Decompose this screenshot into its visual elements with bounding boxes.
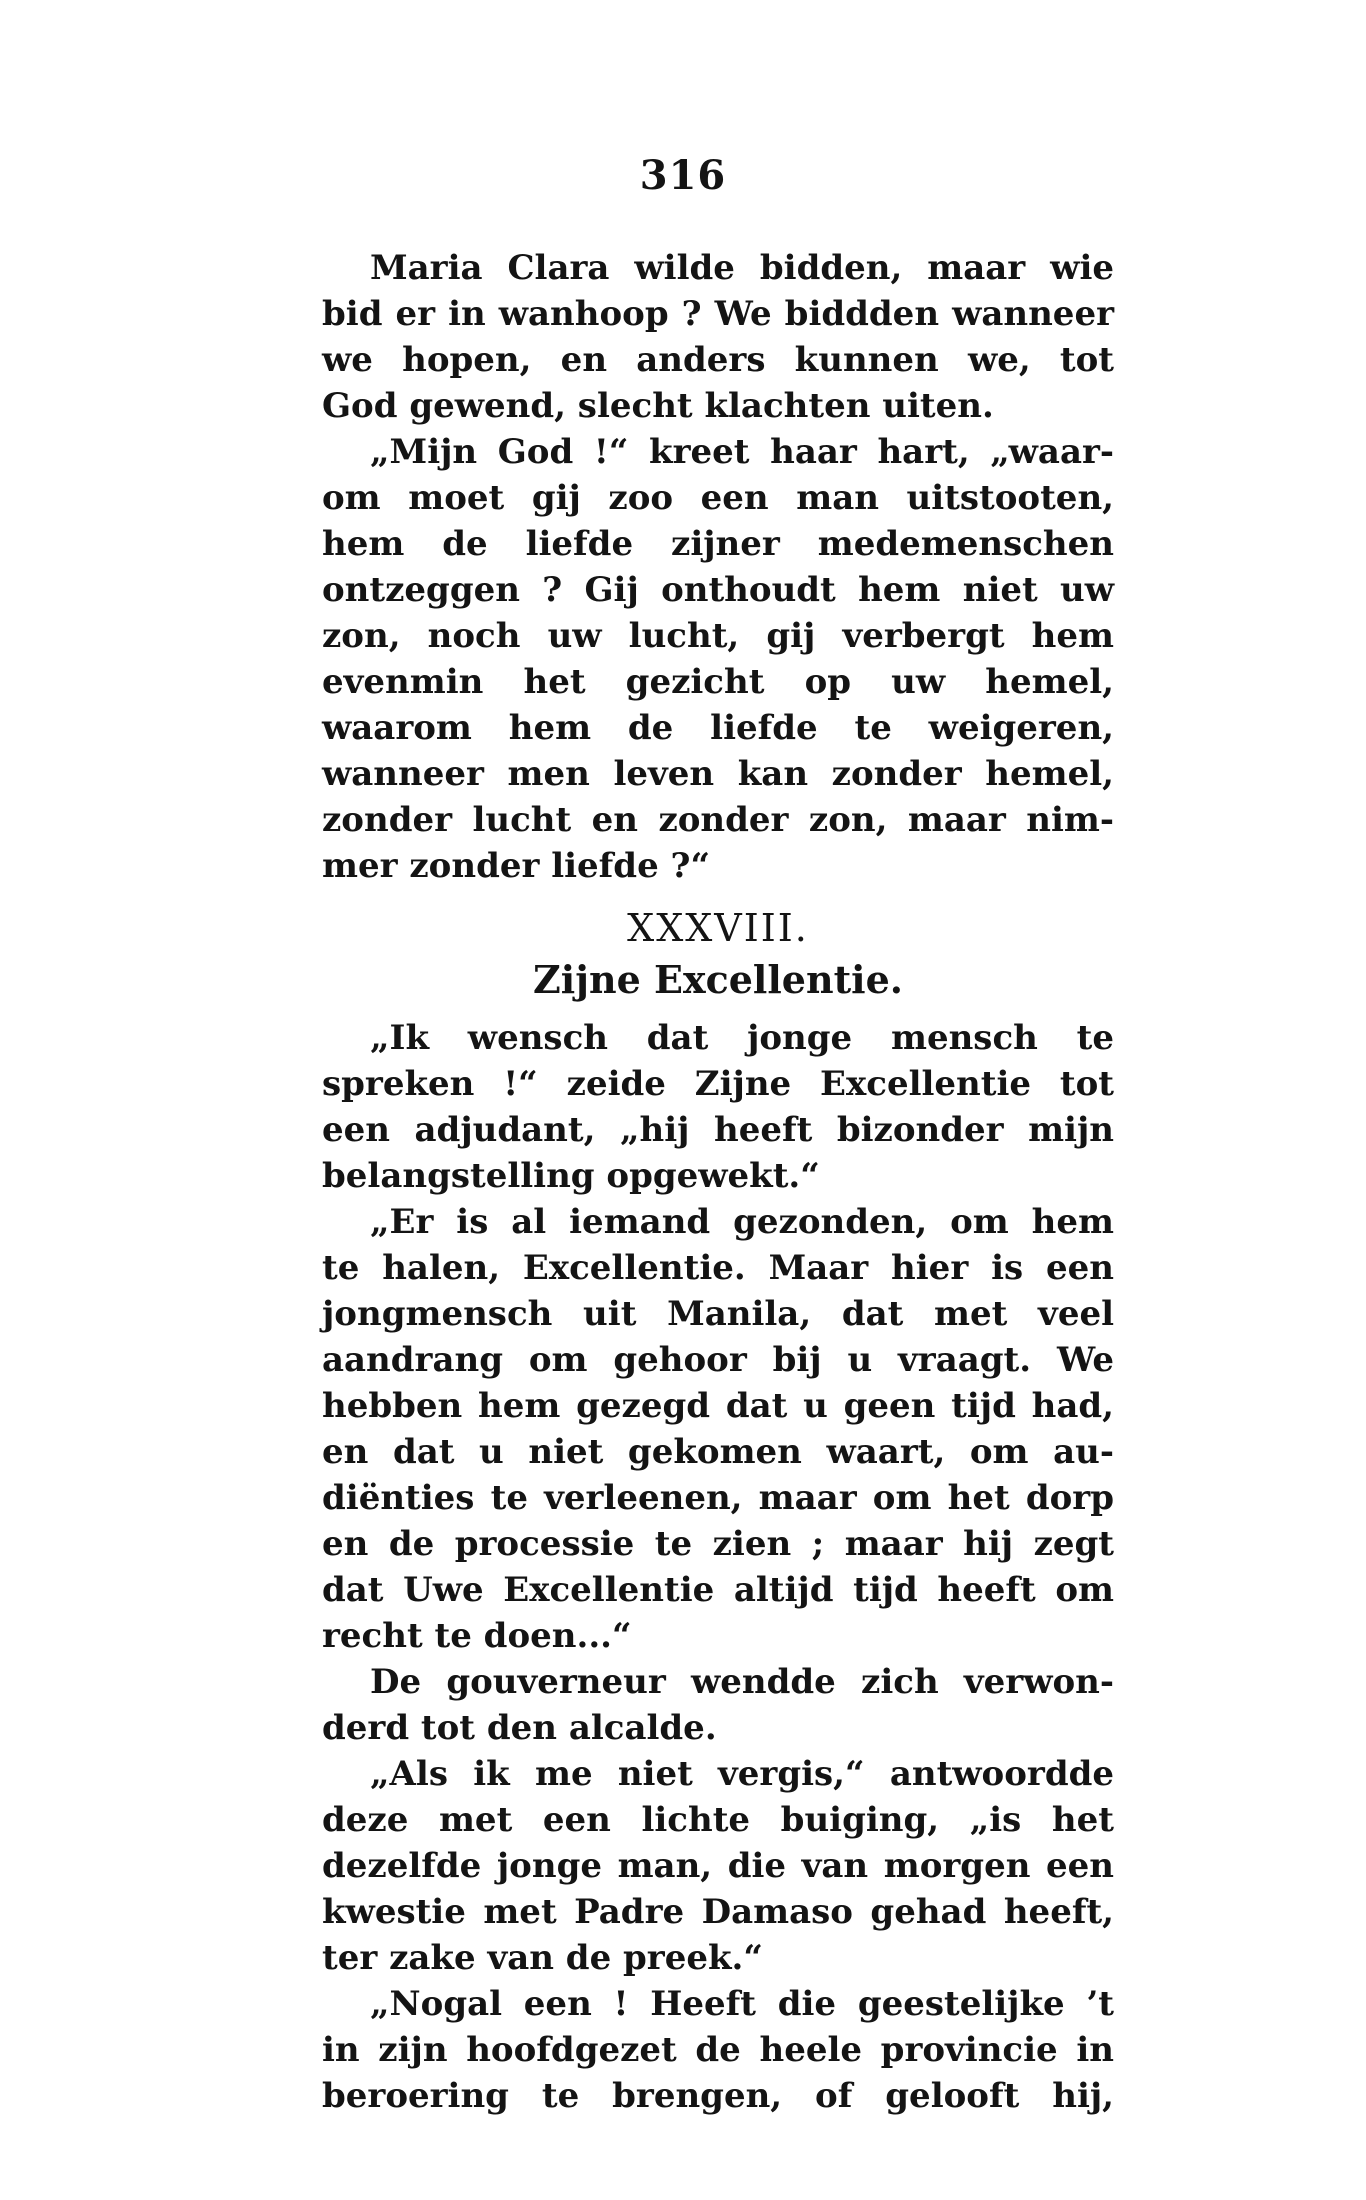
paragraph [322, 1751, 1114, 1981]
text-line: zonder lucht en zonder zon, maar nim- [322, 800, 1114, 840]
paragraph [322, 1199, 1114, 1659]
paragraph [322, 1981, 1114, 2119]
text-line: dezelfde jonge man, die van morgen een [322, 1846, 1114, 1886]
text-column [322, 245, 1114, 2119]
text-line: kwestie met Padre Damaso gehad heeft, [322, 1892, 1114, 1932]
text-line: jongmensch uit Manila, dat met veel [322, 1294, 1114, 1334]
text-line: hebben hem gezegd dat u geen tijd had, [322, 1386, 1114, 1426]
text-line: en dat u niet gekomen waart, om au- [322, 1432, 1114, 1472]
paragraph [322, 245, 1114, 429]
text-line: Maria Clara wilde bidden, maar wie [370, 248, 1114, 288]
text-line: ter zake van de preek.“ [322, 1938, 763, 1978]
text-line: mer zonder liefde ?“ [322, 846, 711, 886]
text-line: waarom hem de liefde te weigeren, [322, 708, 1114, 748]
text-line: recht te doen...“ [322, 1616, 632, 1656]
text-line: wanneer men leven kan zonder hemel, [322, 754, 1114, 794]
text-line: zon, noch uw lucht, gij verbergt hem [322, 616, 1114, 656]
text-line: De gouverneur wendde zich verwon- [370, 1662, 1114, 1702]
paragraph [322, 429, 1114, 889]
paragraph [322, 1015, 1114, 1199]
text-line: „Er is al iemand gezonden, om hem [370, 1202, 1114, 1242]
paragraph [322, 1659, 1114, 1751]
text-line: evenmin het gezicht op uw hemel, [322, 662, 1114, 702]
text-line: spreken !“ zeide Zijne Excellentie tot [322, 1064, 1114, 1104]
text-line: deze met een lichte buiging, „is het [322, 1800, 1114, 1840]
text-before-chapter [322, 245, 1114, 889]
text-line: bid er in wanhoop ? We biddden wanneer [322, 294, 1114, 334]
text-line: aandrang om gehoor bij u vraagt. We [322, 1340, 1114, 1380]
text-line: God gewend, slecht klachten uiten. [322, 386, 994, 426]
page-number: 316 [639, 152, 727, 199]
text-line: om moet gij zoo een man uitstooten, [322, 478, 1114, 518]
text-line: derd tot den alcalde. [322, 1708, 717, 1748]
text-line: „Nogal een ! Heeft die geestelijke ’t [370, 1984, 1114, 2024]
chapter-number: XXXVIII. [627, 906, 809, 950]
text-after-chapter [322, 1015, 1114, 2119]
text-line: dat Uwe Excellentie altijd tijd heeft om [322, 1570, 1114, 1610]
chapter-title: Zijne Excellentie. [533, 957, 903, 1002]
text-line: ontzeggen ? Gij onthoudt hem niet uw [322, 570, 1114, 610]
text-line: een adjudant, „hij heeft bizonder mijn [322, 1110, 1114, 1150]
text-line: in zijn hoofdgezet de heele provincie in [322, 2030, 1114, 2070]
text-line: belangstelling opgewekt.“ [322, 1156, 820, 1196]
text-line: te halen, Excellentie. Maar hier is een [322, 1248, 1114, 1288]
text-line: en de processie te zien ; maar hij zegt [322, 1524, 1114, 1564]
text-line: beroering te brengen, of gelooft hij, [322, 2076, 1114, 2116]
text-line: „Als ik me niet vergis,“ antwoordde [370, 1754, 1114, 1794]
text-line: „Mijn God !“ kreet haar hart, „waar- [370, 432, 1114, 472]
text-line: diënties te verleenen, maar om het dorp [322, 1478, 1114, 1518]
text-line: „Ik wensch dat jonge mensch te [370, 1018, 1114, 1058]
text-line: we hopen, en anders kunnen we, tot [322, 340, 1114, 380]
text-line: hem de liefde zijner medemenschen [322, 524, 1114, 564]
